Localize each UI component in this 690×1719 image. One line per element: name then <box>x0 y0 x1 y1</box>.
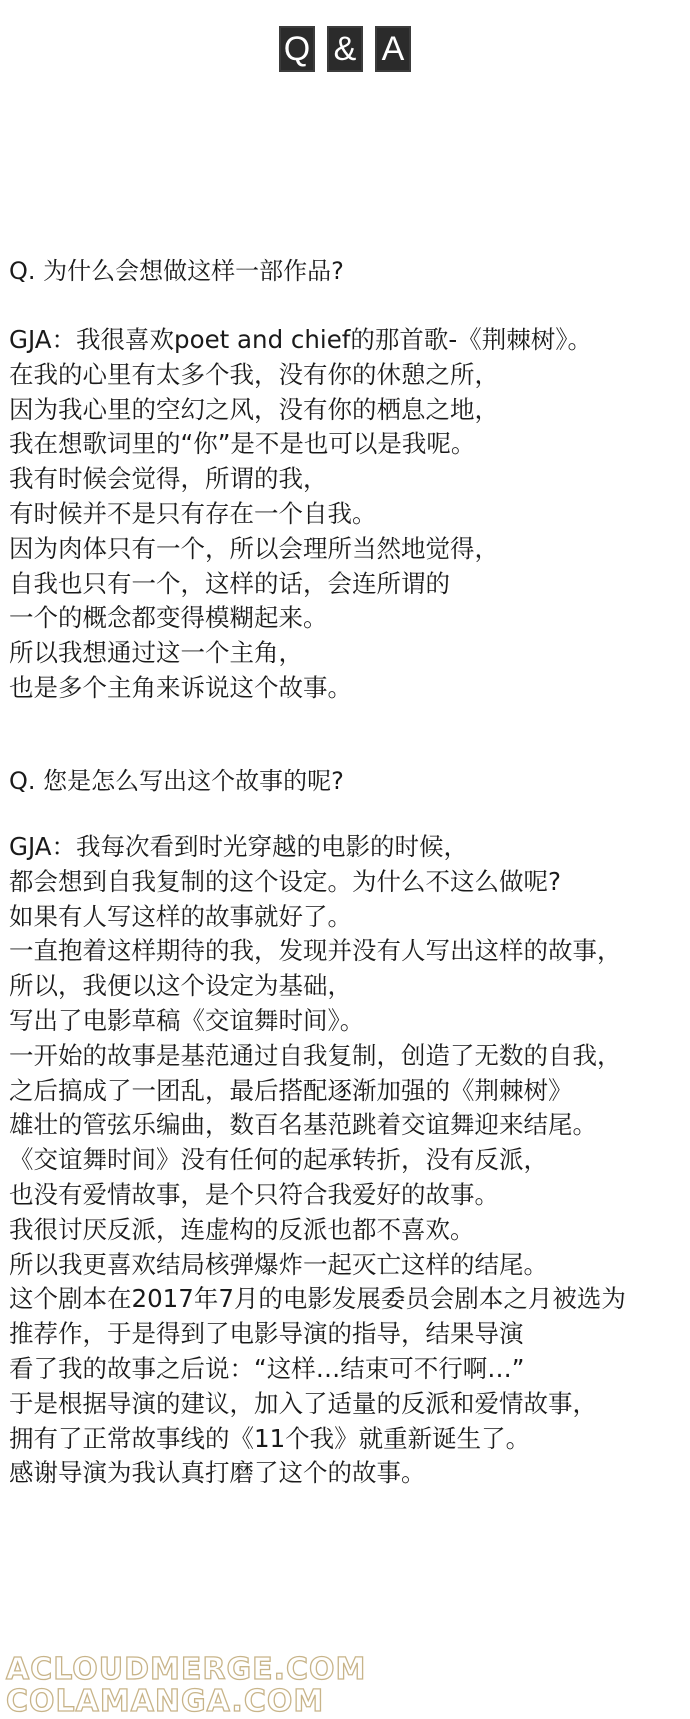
answer-2-line: 之后搞成了一团乱，最后搭配逐渐加强的《荆棘树》 <box>9 1075 573 1105</box>
answer-2-line: GJA：我每次看到时光穿越的电影的时候， <box>9 832 469 861</box>
answer-2-line: 都会想到自我复制的这个设定。为什么不这么做呢? <box>9 866 562 896</box>
answer-1-line: GJA：我很喜欢poet and chief的那首歌-《荆棘树》。 <box>9 325 593 354</box>
answer-1-line: 因为我心里的空幻之风，没有你的栖息之地， <box>9 394 499 424</box>
answer-1-line: 有时候并不是只有存在一个自我。 <box>9 498 377 528</box>
question-2: Q. 您是怎么写出这个故事的呢? <box>9 767 344 795</box>
title-tile-ampersand: & <box>327 26 363 72</box>
question-1: Q. 为什么会想做这样一部作品? <box>9 257 344 285</box>
answer-1-line: 我有时候会觉得，所谓的我， <box>9 464 328 494</box>
watermark-line-2: COLAMANGA.COM <box>6 1684 325 1719</box>
answer-1-line: 也是多个主角来诉说这个故事。 <box>9 672 352 702</box>
answer-1-line: 我在想歌词里的“你”是不是也可以是我呢。 <box>9 429 476 459</box>
answer-2-line: 感谢导演为我认真打磨了这个的故事。 <box>9 1458 426 1488</box>
answer-2-line: 拥有了正常故事线的《11个我》就重新诞生了。 <box>9 1423 531 1453</box>
answer-2-line: 写出了电影草稿《交谊舞时间》。 <box>9 1005 365 1035</box>
answer-1-line: 在我的心里有太多个我，没有你的休憩之所， <box>9 359 499 389</box>
watermark-line-1: ACLOUDMERGE.COM <box>6 1652 367 1687</box>
answer-2-line: 推荐作，于是得到了电影导演的指导，结果导演 <box>9 1319 524 1349</box>
answer-2 <box>9 830 682 1491</box>
answer-1-line: 自我也只有一个，这样的话，会连所谓的 <box>9 568 450 598</box>
answer-1 <box>9 323 682 706</box>
answer-2-line: 一开始的故事是基范通过自我复制，创造了无数的自我， <box>9 1040 622 1070</box>
answer-2-line: 所以，我便以这个设定为基础， <box>9 971 352 1001</box>
answer-2-line: 我很讨厌反派，连虚构的反派也都不喜欢。 <box>9 1214 475 1244</box>
answer-2-line: 如果有人写这样的故事就好了。 <box>9 901 352 931</box>
qa-title-banner <box>0 26 690 72</box>
answer-2-line: 一直抱着这样期待的我，发现并没有人写出这样的故事， <box>9 936 622 966</box>
answer-2-line: 也没有爱情故事，是个只符合我爱好的故事。 <box>9 1179 499 1209</box>
answer-2-line: 这个剧本在2017年7月的电影发展委员会剧本之月被选为 <box>9 1284 626 1314</box>
answer-1-line: 一个的概念都变得模糊起来。 <box>9 603 328 633</box>
answer-2-line: 于是根据导演的建议，加入了适量的反派和爱情故事， <box>9 1388 597 1418</box>
answer-2-line: 《交谊舞时间》没有任何的起承转折，没有反派， <box>9 1145 548 1175</box>
answer-2-line: 所以我更喜欢结局核弹爆炸一起灭亡这样的结尾。 <box>9 1249 548 1279</box>
answer-1-line: 所以我想通过这一个主角， <box>9 638 303 668</box>
title-tile-q: Q <box>279 26 315 72</box>
answer-2-line: 看了我的故事之后说：“这样…结束可不行啊…” <box>9 1353 525 1383</box>
answer-2-line: 雄壮的管弦乐编曲，数百名基范跳着交谊舞迎来结尾。 <box>9 1110 597 1140</box>
answer-1-line: 因为肉体只有一个，所以会理所当然地觉得， <box>9 533 499 563</box>
title-tile-a: A <box>375 26 411 72</box>
